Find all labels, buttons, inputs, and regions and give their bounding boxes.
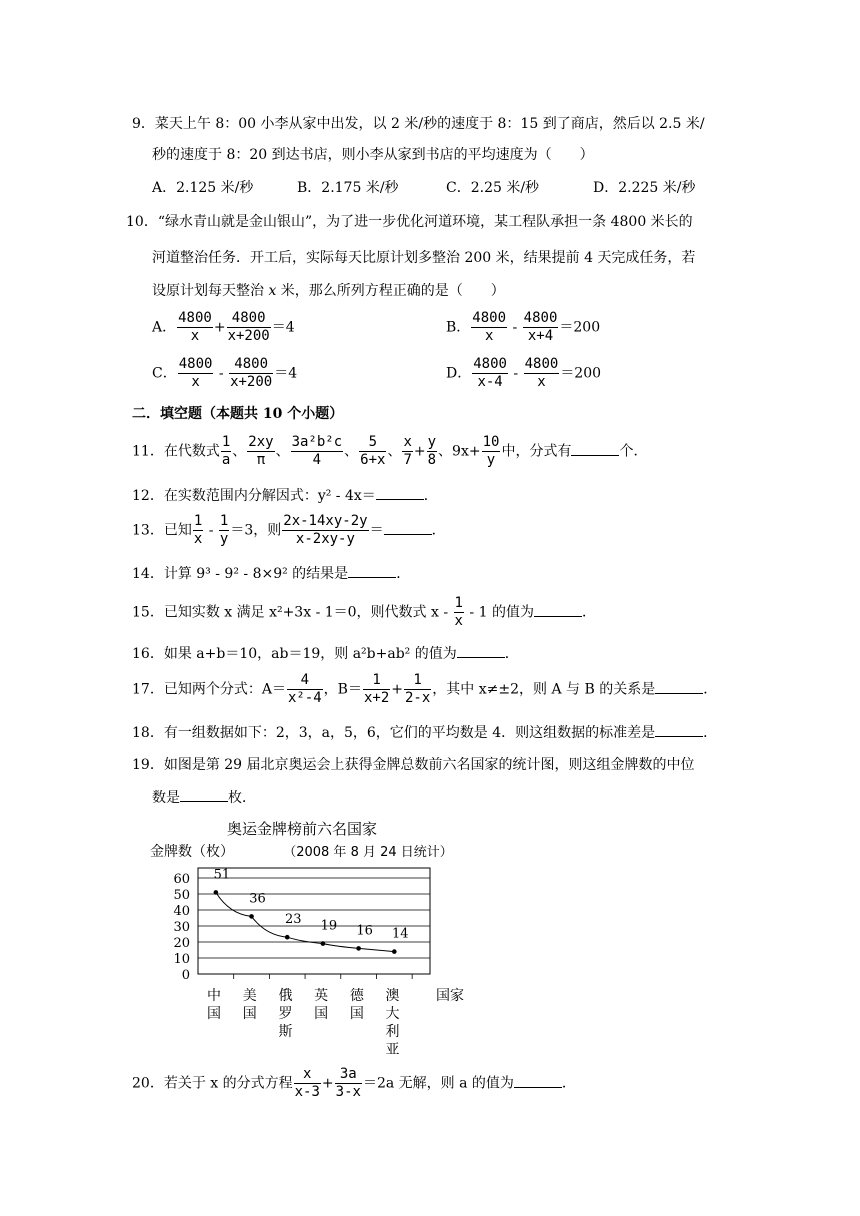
data-label: 16: [356, 923, 373, 939]
y-tick-label: 40: [173, 904, 190, 919]
q16: 16．如果 a+b＝10，ab＝19，则 a²b+ab² 的值为 ．: [132, 643, 519, 664]
q13: 13．已知 $\frac{1}{x}$ - $\frac{1}{y}$ ＝3，则 $\frac{2x-14xy-2y}{x-2xy-y}$ ＝ ．: [132, 513, 446, 547]
q10-line3: 设原计划每天整治 x 米，那么所列方程正确的是（ ）: [152, 283, 505, 299]
q18: 18．有一组数据如下：2，3，a，5，6，它们的平均数是 4．则这组数据的标准差是 ．: [132, 722, 717, 743]
x-tick-char: 国: [242, 1006, 257, 1022]
data-point: [392, 949, 397, 954]
chart-title: 奥运金牌榜前六名国家: [226, 820, 378, 838]
answer-blank: [514, 1073, 562, 1088]
x-tick-char: 国: [207, 1006, 222, 1022]
data-point: [285, 935, 290, 940]
x-tick-label: [350, 988, 365, 1022]
chart-subtitle: （2008 年 8 月 24 日统计）: [283, 845, 453, 860]
x-tick-char: 俄: [278, 988, 293, 1004]
q9-option-a: A．2.125 米/秒: [152, 180, 254, 196]
q12: 12．在实数范围内分解因式：y² - 4x＝ ．: [132, 485, 438, 506]
x-tick-char: 德: [349, 988, 364, 1004]
q19-line2: 数是 枚．: [152, 787, 256, 808]
x-tick-char: 英: [314, 988, 329, 1004]
y-tick-labels: [173, 872, 190, 983]
q14: 14．计算 9³ - 9² - 8×9² 的结果是 ．: [132, 563, 410, 584]
y-tick-label: 30: [173, 920, 190, 935]
q19-line1: 19．如图是第 29 届北京奥运会上获得金牌总数前六名国家的统计图，则这组金牌数的中位: [132, 757, 695, 773]
x-tick-labels: [207, 987, 399, 1058]
q9-line1: 9．菜天上午 8：00 小李从家中出发，以 2 米/秒的速度于 8：15 到了商店，然后以 2.5 米/: [132, 116, 705, 132]
x-tick-char: 利: [385, 1024, 400, 1040]
y-tick-label: 0: [181, 968, 190, 983]
data-labels: [214, 867, 409, 941]
data-label: 14: [392, 926, 409, 942]
q10-option-d: D． $\frac{4800}{x-4}$ - $\frac{4800}{x}$ ＝200: [446, 356, 602, 390]
section-title: 二．填空题（本题共 10 个小题）: [132, 406, 344, 422]
q9-option-c: C．2.25 米/秒: [446, 180, 540, 196]
answer-blank: [180, 787, 228, 802]
answer-blank: [376, 485, 424, 500]
answer-blank: [384, 520, 432, 535]
data-point: [214, 890, 219, 895]
q9-line2: 秒的速度于 8：20 到达书店，则小李从家到书店的平均速度为（ ）: [152, 147, 594, 163]
series-line: [216, 892, 394, 951]
q10-option-a: A． $\frac{4800}{x}$ + $\frac{4800}{x+200}$ ＝4: [152, 310, 295, 344]
data-label: 23: [284, 912, 302, 928]
q9-option-b: B．2.175 米/秒: [297, 180, 399, 196]
x-tick-char: 中: [207, 988, 222, 1004]
x-tick-char: 亚: [385, 1042, 400, 1058]
x-tick-label: [207, 987, 221, 1022]
x-tick-char: 大: [385, 1006, 400, 1022]
x-tick-char: 斯: [278, 1024, 293, 1040]
data-point: [249, 914, 254, 919]
q20: 20．若关于 x 的分式方程 $\frac{x}{x-3}$ + $\frac{3a}{3-x}$ ＝2a 无解，则 a 的值为 ．: [132, 1066, 576, 1100]
x-tick-char: 罗: [278, 1006, 293, 1022]
answer-blank: [571, 441, 619, 456]
x-tick-char: 国: [314, 1006, 329, 1022]
data-label: 19: [320, 918, 338, 934]
x-tick-char: 美: [242, 988, 257, 1004]
y-axis-label: 金牌数（枚）: [150, 844, 234, 860]
data-label: 36: [249, 891, 266, 907]
q15: 15．已知实数 x 满足 x²+3x - 1＝0，则代数式 x - $\frac{1}{x}$ - 1 的值为 ．: [132, 595, 596, 629]
y-tick-label: 60: [173, 872, 190, 887]
olympic-medal-chart: [146, 818, 486, 1062]
data-label: 51: [213, 867, 231, 883]
x-axis-label: 国家: [436, 988, 464, 1004]
answer-blank: [534, 602, 582, 617]
data-points: [214, 890, 397, 954]
q9-option-d: D．2.225 米/秒: [593, 180, 696, 196]
x-tick-label: [386, 988, 400, 1058]
answer-blank: [457, 643, 505, 658]
x-tick-label: [314, 988, 328, 1022]
y-tick-label: 10: [173, 952, 190, 967]
q17: 17．已知两个分式：A＝ $\frac{4}{\text{x²-4}}$ ，B＝ $\frac{1}{x+2}$ + $\frac{1}{2-x}$ ，其中 x≠±2，则 A 与 B 的关系是 ．: [132, 672, 718, 706]
q10-line1: 10．“绿水青山就是金山银山”，为了进一步优化河道环境，某工程队承担一条 4800 米长的: [126, 214, 693, 230]
y-tick-label: 20: [173, 936, 190, 951]
x-tick-char: 澳: [385, 988, 400, 1004]
q11: 11．在代数式 $\frac{1}{a}$ 、 $\frac{2xy}{\pi}$ 、 $\frac{\text{3a²b²c}}{4}$ 、 $\frac{5}{6+x}$ 、 $\frac{x}{7}$ + $\frac{y}{8}$ 、9x+ $\frac{10}{y}$ 中，分式有 个．: [132, 434, 648, 468]
y-tick-label: 50: [173, 888, 190, 903]
x-tick-label: [243, 988, 257, 1022]
data-point: [356, 946, 361, 951]
answer-blank: [655, 679, 703, 694]
q10-line2: 河道整治任务．开工后，实际每天比原计划多整治 200 米，结果提前 4 天完成任务，若: [152, 250, 696, 266]
answer-blank: [348, 563, 396, 578]
grid: [198, 868, 430, 979]
q10-option-b: B． $\frac{4800}{x}$ - $\frac{4800}{x+4}$ ＝200: [446, 310, 601, 344]
x-tick-label: [278, 988, 292, 1040]
answer-blank: [655, 722, 703, 737]
x-tick-char: 国: [349, 1006, 364, 1022]
q10-option-c: C． $\frac{4800}{x}$ - $\frac{4800}{x+200}$ ＝4: [152, 356, 298, 390]
data-point: [321, 941, 326, 946]
